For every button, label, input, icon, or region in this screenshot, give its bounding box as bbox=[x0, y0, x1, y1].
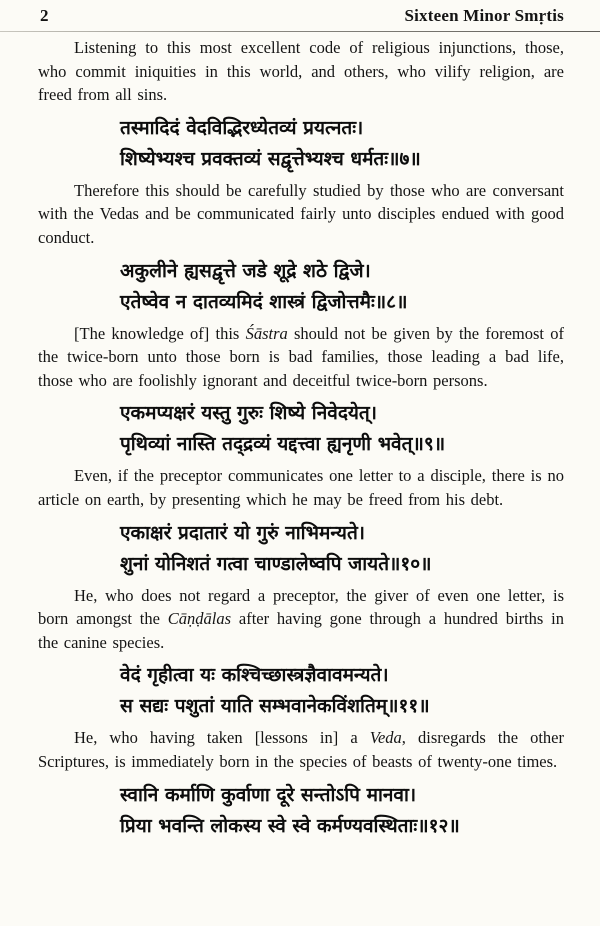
running-title: Sixteen Minor Smṛtis bbox=[404, 6, 564, 25]
paragraph-2 bbox=[38, 179, 564, 250]
verse-10-line-2: शुनां योनिशतं गत्वा चाण्डालेष्वपि जायते॥१०॥ bbox=[120, 552, 432, 575]
verse-9 bbox=[120, 398, 564, 460]
verse-12-line-1: स्वानि कर्माणि कुर्वाणा दूरे सन्तोऽपि मानवा। bbox=[120, 783, 417, 806]
paragraph-text: [The knowledge of] this bbox=[74, 323, 246, 343]
paragraph-text: Therefore this should be carefully studied by those who are conversant with the Vedas and be communicated fairly unto disciples endued with good conduct. bbox=[38, 180, 564, 247]
verse-12 bbox=[120, 780, 564, 842]
verse-8-line-2: एतेष्वेव न दातव्यमिदं शास्त्रं द्विजोत्तमैः॥८॥ bbox=[120, 290, 408, 313]
paragraph-3 bbox=[38, 322, 564, 393]
verse-9-line-2: पृथिव्यां नास्ति तद्द्रव्यं यद्दत्त्वा ह्यनृणी भवेत्॥९॥ bbox=[120, 433, 446, 456]
verse-10-line-1: एकाक्षरं प्रदातारं यो गुरुं नाभिमन्यते। bbox=[120, 521, 365, 544]
paragraph-text: should not be given by the foremost of the twice-born unto those born is bad families, those leading a bad life, those who are foolishly ignorant and deceitful twice-born persons. bbox=[38, 323, 564, 390]
verse-11-line-2: स सद्यः पशुतां याति सम्भवानेकविंशतिम्॥११॥ bbox=[120, 695, 430, 718]
paragraph-1 bbox=[38, 36, 564, 107]
verse-8-line-1: अकुलीने ह्यसद्वृत्ते जडे शूद्रे शठे द्विजे। bbox=[120, 259, 371, 282]
verse-12-line-2: प्रिया भवन्ति लोकस्य स्वे स्वे कर्मण्यवस्थिताः॥१२॥ bbox=[120, 814, 460, 837]
paragraph-text: Even, if the preceptor communicates one letter to a disciple, there is no article on earth, by presenting which he may be freed from his debt. bbox=[38, 466, 564, 509]
paragraph-text: He, who does not regard a preceptor, the giver of even one letter, is born amongst the bbox=[38, 585, 564, 629]
paragraph-6 bbox=[38, 726, 564, 773]
page-header bbox=[38, 6, 564, 26]
verse-9-line-1: एकमप्यक्षरं यस्तु गुरुः शिष्ये निवेदयेत्। bbox=[120, 402, 377, 425]
verse-11-line-1: वेदं गृहीत्वा यः कश्चिच्छास्त्रज्ञैवावमन्यते। bbox=[120, 664, 389, 687]
verse-7-line-1: तस्मादिदं वेदविद्भिरध्येतव्यं प्रयत्नतः। bbox=[120, 116, 364, 139]
verse-10 bbox=[120, 518, 564, 580]
paragraph-4 bbox=[38, 464, 564, 511]
italic-term-candalas: Cāṇḍālas bbox=[167, 609, 232, 629]
paragraph-5 bbox=[38, 584, 564, 655]
verse-11 bbox=[120, 660, 564, 722]
paragraph-text: Listening to this most excellent code of religious injunctions, those, who commit iniquities in this world, and others, who vilify religion, are freed from all sins. bbox=[38, 38, 564, 105]
page-number: 2 bbox=[40, 6, 49, 25]
header-rule bbox=[0, 31, 600, 32]
italic-term-sastra: Śāstra bbox=[245, 323, 288, 343]
verse-7-line-2: शिष्येभ्यश्च प्रवक्तव्यं सद्वृत्तेभ्यश्च धर्मतः॥७॥ bbox=[120, 147, 421, 170]
verse-8 bbox=[120, 256, 564, 318]
italic-term-veda: Veda bbox=[369, 728, 402, 748]
verse-7 bbox=[120, 113, 564, 175]
paragraph-text: , disregards the other Scriptures, is immediately born in the species of beasts of twenty-one times. bbox=[38, 728, 564, 771]
paragraph-text: He, who having taken [lessons in] a bbox=[74, 728, 370, 748]
paragraph-text: after having gone through a hundred births in the canine species. bbox=[38, 609, 564, 652]
